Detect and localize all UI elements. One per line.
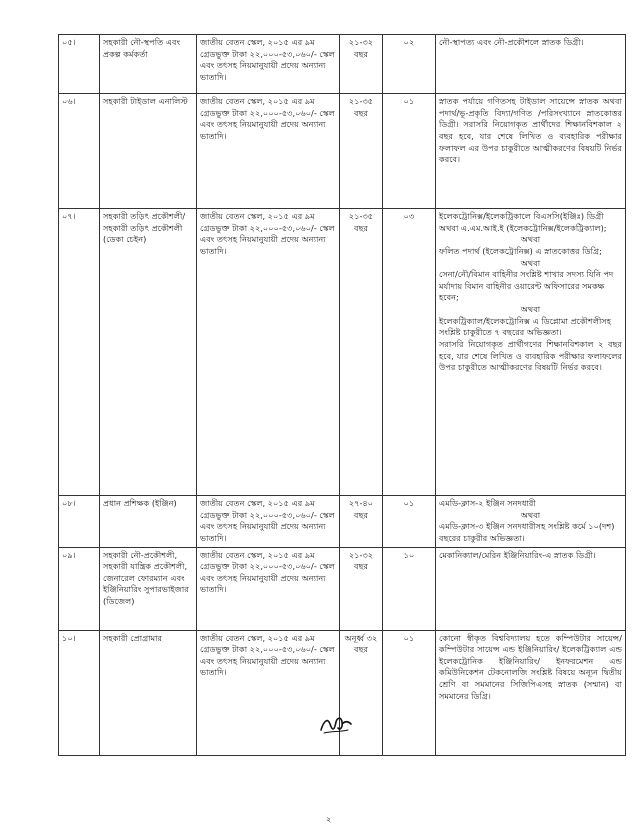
qualification-or-separator: অথবা — [520, 234, 541, 245]
post-count-cell: ১০ — [383, 547, 436, 630]
post-name-cell: সহকারী তড়িৎ প্রকৌশলী/সহকারী তড়িৎ প্রকৌশলী (ডেকা চেইন) — [100, 209, 197, 496]
qualification-line: নৌ-স্থাপত্য এবং নৌ-প্রকৌশলে স্নাতক ডিগ্রী। — [439, 37, 584, 47]
post-count-cell: ০১ — [383, 94, 436, 209]
serial-cell: ০৮। — [59, 496, 100, 548]
age-limit-cell: ২১-৩২ বছর — [340, 35, 383, 94]
qualification-cell — [436, 209, 626, 496]
pay-scale-cell: জাতীয় বেতন স্কেল, ২০১৫ এর ৯ম গ্রেডভুক্ত টাকা ২২,০০০-৫৩,০৬০/- স্কেল এবং তৎসহ নিয়মানুযায়ী প্রদেয় অন্যান্য ভাতাদি। — [197, 94, 340, 209]
recruitment-table — [58, 34, 626, 756]
table-row — [59, 94, 626, 209]
qualification-cell — [436, 630, 626, 755]
qualification-line: সেনা/নৌ/বিমান বাহিনীর সংশ্লিষ্ট শাখার সদস্য যিনি পদ মর্যাদায় বিমান বাহিনীর ওয়ারেন্ট অফিসারের সমকক্ষ হবেন; — [439, 269, 614, 303]
qualification-line: মেকানিক্যাল/মেরিন ইঞ্জিনিয়ারিং-এ স্নাতক ডিগ্রী। — [439, 549, 596, 560]
pay-scale-cell: জাতীয় বেতন স্কেল, ২০১৫ এর ৯ম গ্রেডভুক্ত টাকা ২২,০০০-৫৩,০৬০/- স্কেল এবং তৎসহ নিয়মানুযায়ী প্রদেয় অন্যান্য ভাতাদি। — [197, 496, 340, 548]
post-count-cell: ০২ — [383, 35, 436, 94]
post-count-cell: ০১ — [383, 630, 436, 755]
serial-cell: ০৫। — [59, 35, 100, 94]
pay-scale-cell: জাতীয় বেতন স্কেল, ২০১৫ এর ৯ম গ্রেডভুক্ত টাকা ২২,০০০-৫৩,০৬০/- স্কেল এবং তৎসহ নিয়মানুযায়ী প্রদেয় অন্যান্য ভাতাদি। — [197, 35, 340, 94]
qualification-line: ইলেকট্রোনিক্স/ইলেকট্রিকালে বিএসসি(ইঞ্জিঃ) ডিগ্রী অথবা এ.এম.আই.ই (ইলেকট্রোনিক্স/ইলেকট্রিক্যাল); — [439, 211, 607, 233]
pay-scale-cell: জাতীয় বেতন স্কেল, ২০১৫ এর ৯ম গ্রেডভুক্ত টাকা ২২,০০০-৫৩,০৬০/- স্কেল এবং তৎসহ নিয়মানুযায়ী প্রদেয় অন্যান্য ভাতাদি। — [197, 547, 340, 630]
table-row — [59, 209, 626, 496]
age-limit-cell: ২৭-৪০ বছর — [340, 496, 383, 548]
post-name-cell: সহকারী প্রোগ্রামার — [100, 630, 197, 755]
qualification-cell — [436, 496, 626, 548]
pay-scale-cell: জাতীয় বেতন স্কেল, ২০১৫ এর ৯ম গ্রেডভুক্ত টাকা ২২,০০০-৫৩,০৬০/- স্কেল এবং তৎসহ নিয়মানুযায়ী প্রদেয় অন্যান্য ভাতাদি। — [197, 209, 340, 496]
post-name-cell: প্রধান প্রশিক্ষক (ইঞ্জিন) — [100, 496, 197, 548]
qualification-line: এমডি-ক্লাস-২ ইঞ্জিন সনদধারী — [439, 498, 536, 508]
table-row — [59, 35, 626, 94]
qualification-line: সরাসরি নিয়োগকৃত প্রার্থীগণের শিক্ষানবিশকাল ২ বছর হবে, যার শেষে লিখিত ও ব্যবহারিক পরীক্ষার ফলাফলের উপর চাকুরীতে আত্মীকরণের বিষয়টি নির্ভর করবে। — [439, 339, 622, 373]
handwritten-signature — [318, 712, 354, 742]
qualification-line: স্নাতক পর্যায়ে গণিতসহ টাইডাল সায়েন্সে স্নাতক অথবা পদার্থ/ভূ-প্রকৃতি বিদ্যা/গণিত /পরিসংখ্যানে স্নাতকোত্তর ডিগ্রী। সরাসরি নিয়োগকৃত প্রার্থীদের শিক্ষানবিশকাল ২ বছর হবে, যার শেষে লিখিত ও ব্যবহারিক পরীক্ষার ফলাফল এর উপর চাকুরীতে আত্মীকরণের বিষয়টি নির্ভর করবে। — [439, 96, 622, 165]
qualification-cell — [436, 94, 626, 209]
qualification-or-separator: অথবা — [520, 509, 541, 520]
serial-cell: ০৭। — [59, 209, 100, 496]
post-count-cell: ০১ — [383, 496, 436, 548]
qualification-line: এমডি-ক্লাস-৩ ইঞ্জিন সনদধারীসহ সংশ্লিষ্ট কর্মে ১০(দশ) বছরের চাকুরীর অভিজ্ঞতা। — [439, 521, 615, 543]
age-limit-cell: অনূর্ধ্ব ৩২ বছর — [340, 630, 383, 755]
qualification-line: কোনো স্বীকৃত বিশ্ববিদ্যালয় হতে কম্পিউটার সায়েন্স/কম্পিউটার সায়েন্স এন্ড ইঞ্জিনিয়ারিং/ ইলেকট্রিক্যাল এন্ড ইলেকট্রোনিক ইঞ্জিনিয়ারিং/ ইনফরমেশন এন্ড কমিউনিকেশন টেকনোলজি সংশ্লিষ্ট বিষয়ে অন্যূন দ্বিতীয় শ্রেণি বা সমমানের সিজিপিএসহ স্নাতক (সম্মান) বা সমমানের ডিগ্রি। — [439, 632, 622, 701]
qualification-cell — [436, 547, 626, 630]
post-name-cell: সহকারী নৌ-প্রকৌশলী, সহকারী যান্ত্রিক প্রকৌশলী, জেনারেল ফোরম্যান এবং ইঞ্জিনিয়ারিং সুপারভাইজার (ডিজেল) — [100, 547, 197, 630]
serial-cell: ০৬। — [59, 94, 100, 209]
page-number: ২ — [326, 815, 332, 824]
post-name-cell: সহকারী টাইডাল এনালিস্ট — [100, 94, 197, 209]
qualification-or-separator: অথবা — [520, 304, 541, 315]
post-count-cell: ০৩ — [383, 209, 436, 496]
qualification-cell — [436, 35, 626, 94]
pay-scale-cell: জাতীয় বেতন স্কেল, ২০১৫ এর ৯ম গ্রেডভুক্ত টাকা ২২,০০০-৫৩,০৬০/- স্কেল এবং তৎসহ নিয়মানুযায়ী প্রদেয় অন্যান্য ভাতাদি। — [197, 630, 340, 755]
serial-cell: ১০। — [59, 630, 100, 755]
age-limit-cell: ২১-৩২ বছর — [340, 547, 383, 630]
table-row — [59, 547, 626, 630]
serial-cell: ০৯। — [59, 547, 100, 630]
age-limit-cell: ২১-৩৫ বছর — [340, 209, 383, 496]
post-name-cell: সহকারী নৌ-স্থপতি এবং প্রকল্প কর্মকর্তা — [100, 35, 197, 94]
qualification-line: ইলেকট্রিক্যাল/ইলেকট্রোনিক্স এ ডিপ্লোমা প্রকৌশলীসহ সংশ্লিষ্ট চাকুরীতে ৭ বছরের অভিজ্ঞতা। — [439, 315, 612, 338]
table-row — [59, 496, 626, 548]
qualification-line: ফলিত পদার্থ (ইলেকট্রোনিক্স) এ স্নাতকোত্তর ডিগ্রি; — [439, 245, 602, 256]
age-limit-cell: ২১-৩৫ বছর — [340, 94, 383, 209]
qualification-or-separator: অথবা — [520, 257, 541, 268]
